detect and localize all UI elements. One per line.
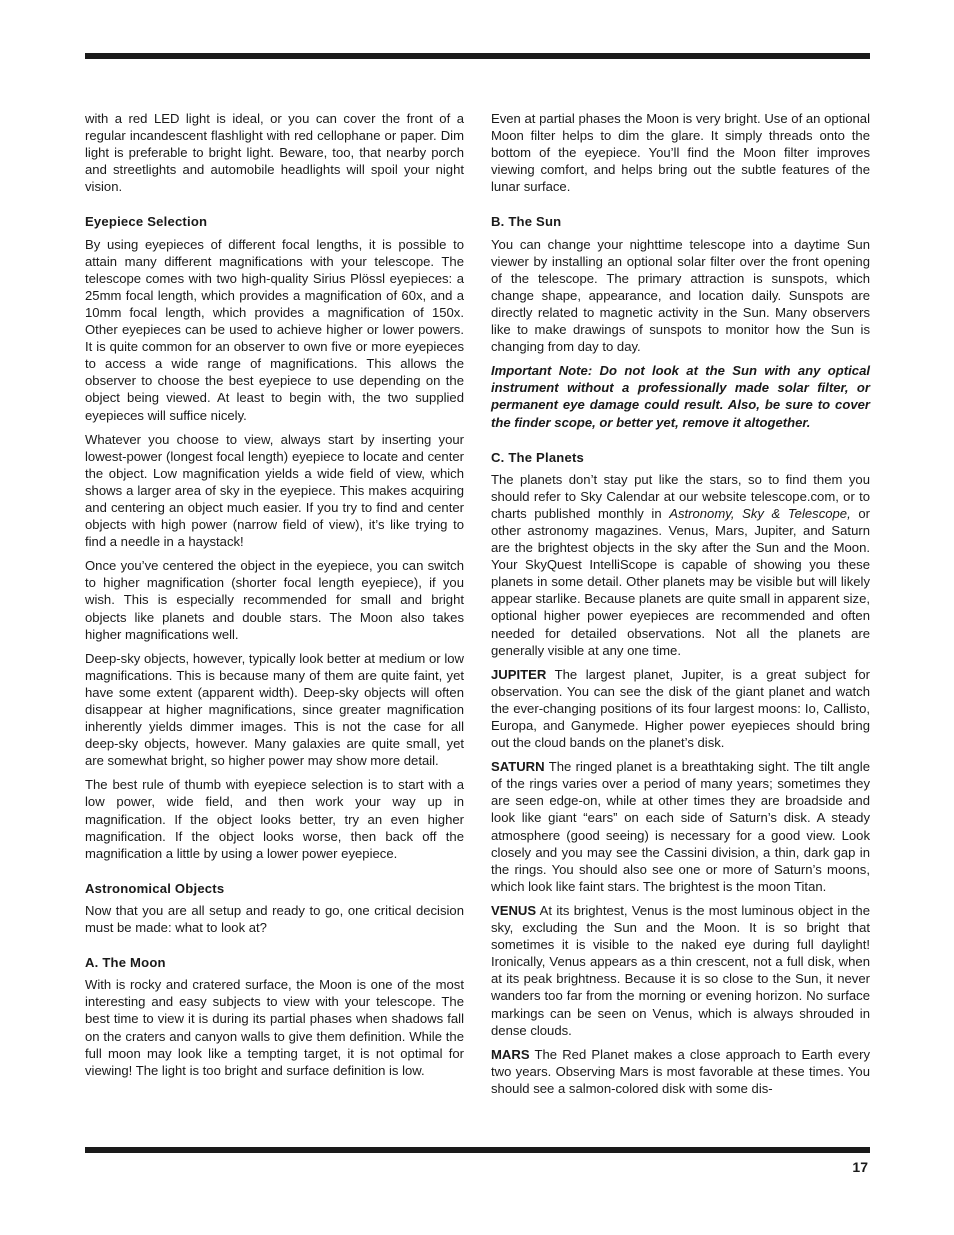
paragraph: Now that you are all setup and ready to go, one critical decision must be made: what to look at? — [85, 902, 464, 936]
left-column — [85, 110, 464, 1086]
paragraph-text: The largest planet, Jupiter, is a great subject for observation. You can see the disk of the giant planet and watch the ever-changing positions of its four largest moons: Io, Callisto, Europa, and Ganymede. Higher power eyepieces should bring out the cloud bands on the planet’s disk. — [491, 666, 870, 751]
planet-paragraph-jupiter — [491, 666, 870, 751]
planet-paragraph-venus — [491, 902, 870, 1039]
paragraph-text: or other astronomy magazines. Venus, Mars, Jupiter, and Saturn are the brightest objects in the sky after the Sun and the Moon. Your SkyQuest IntelliScope is capable of showing you these planets in some detail. Other planets may be visible but will likely appear starlike. Because planets are quite small in apparent size, optional higher power eyepieces are recommended and often needed for detailed observations. Not all the planets are generally visible at any one time. — [491, 505, 870, 658]
footer-rule — [85, 1147, 870, 1153]
section-heading-the-sun: B. The Sun — [491, 214, 562, 230]
magazine-titles: Astronomy, Sky & Telescope, — [669, 505, 851, 521]
paragraph: By using eyepieces of different focal lengths, it is possible to attain many different magnifications with your telescope. The telescope comes with two high-quality Sirius Plössl eyepieces: a 25mm focal length, which provides a magnification of 60x, and a 10mm focal length, which provides a magnification of 150x. Other eyepieces can be used to achieve higher or lower powers. It is quite common for an observer to own five or more eyepieces to access a wide range of magnifications. This allows the observer to choose the best eyepiece to use depending on the object being viewed. At least to begin with, the two supplied eyepieces will suffice nicely. — [85, 236, 464, 423]
paragraph-text: At its brightest, Venus is the most luminous object in the sky, excluding the Sun and the Moon. It is so bright that sometimes it is visible to the naked eye during full daylight! Ironically, Venus appears as a thin crescent, not a full disk, when at its peak brightness. Because it is so close to the Sun, it never wanders too far from the morning or evening horizon. No surface markings can be seen on Venus, which is always shrouded in dense clouds. — [491, 902, 870, 1038]
paragraph: Whatever you choose to view, always start by inserting your lowest-power (longest focal length) eyepiece to locate and center the object. Low magnification yields a wide field of view, which shows a larger area of sky in the eyepiece. This makes acquiring and centering an object much easier. If you try to find and center objects with high power (narrow field of view), it’s like trying to find a needle in a haystack! — [85, 431, 464, 550]
section-heading-the-planets: C. The Planets — [491, 449, 585, 465]
planet-label-jupiter: JUPITER — [491, 666, 547, 682]
paragraph: With is rocky and cratered surface, the Moon is one of the most interesting and easy subjects to view with your telescope. The best time to view it is during its partial phases when shadows fall on the craters and canyon walls to give them definition. While the full moon may look like a tempting target, it is not optimal for viewing! The light is too bright and surface definition is low. — [85, 977, 464, 1078]
paragraph: Deep-sky objects, however, typically look better at medium or low magnifications. This is because many of them are quite faint, yet have some extent (apparent width). Deep-sky objects will often disappear at higher magnifications, since greater magnification inherently yields dimmer images. This is not the case for all deep-sky objects, however. Many galaxies are quite small, yet are somewhat bright, so higher power may show more detail. — [85, 650, 464, 769]
section-heading-eyepiece-selection: Eyepiece Selection — [85, 214, 208, 230]
paragraph: Even at partial phases the Moon is very bright. Use of an optional Moon filter helps to dim the glare. It simply threads onto the bottom of the eyepiece. You’ll find the Moon filter improves viewing comfort, and helps bring out the subtle features of the lunar surface. — [491, 111, 870, 195]
paragraph: The best rule of thumb with eyepiece selection is to start with a low power, wide field, and then work your way up in magnification. If the object looks better, try an even higher magnification. If the object looks worse, then back off the magnification a little by using a lower power eyepiece. — [85, 777, 464, 861]
section-heading-the-moon: A. The Moon — [85, 955, 166, 971]
paragraph: You can change your nighttime telescope into a daytime Sun viewer by installing an optional solar filter over the front opening of the telescope. The primary attraction is sunspots, which change shape, appearance, and location daily. Sunspots are directly related to magnetic activity in the Sun. Many observers like to make drawings of sunspots to monitor how the Sun is changing from day to day. — [491, 236, 870, 355]
planet-paragraph-mars — [491, 1046, 870, 1097]
paragraph: Once you’ve centered the object in the eyepiece, you can switch to higher magnification (shorter focal length eyepiece), if you wish. This is especially recommended for small and bright objects like planets and double stars. The Moon also takes higher magnifications well. — [85, 558, 464, 642]
right-column — [491, 110, 870, 1104]
section-heading-astronomical-objects: Astronomical Objects — [85, 880, 225, 896]
paragraph-text: The ringed planet is a breathtaking sight. The tilt angle of the rings varies over a period of many years; sometimes they are seen edge-on, while at other times they are broadside and look like giant “ears” on each side of Saturn’s disk. A steady atmosphere (good seeing) is necessary for a good view. Look closely and you may see the Cassini division, a thin, dark gap in the rings. You should also see one or more of Saturn’s moons, which look like faint stars. The brightest is the moon Titan. — [491, 759, 870, 894]
header-rule — [85, 53, 870, 59]
paragraph — [491, 471, 870, 659]
sun-safety-warning: Important Note: Do not look at the Sun with any optical instrument without a professionally made solar filter, or permanent eye damage could result. Also, be sure to cover the finder scope, or better yet, remove it altogether. — [491, 363, 870, 430]
paragraph: with a red LED light is ideal, or you can cover the front of a regular incandescent flashlight with red cellophane or paper. Dim light is preferable to bright light. Beware, too, that nearby porch and streetlights and automobile headlights will spoil your night vision. — [85, 111, 464, 195]
page-number: 17 — [852, 1159, 868, 1175]
planet-paragraph-saturn — [491, 758, 870, 895]
planet-label-saturn: SATURN — [491, 759, 545, 775]
planet-label-mars: MARS — [491, 1046, 530, 1062]
planet-label-venus: VENUS — [491, 902, 537, 918]
paragraph-text: The planets don’t stay put like the stars, so to find them you should refer to Sky Calendar at our website telescope.com, or to charts published monthly in — [491, 471, 870, 521]
paragraph-text: The Red Planet makes a close approach to Earth every two years. Observing Mars is most favorable at these times. You should see a salmon-colored disk with some dis- — [491, 1046, 870, 1096]
